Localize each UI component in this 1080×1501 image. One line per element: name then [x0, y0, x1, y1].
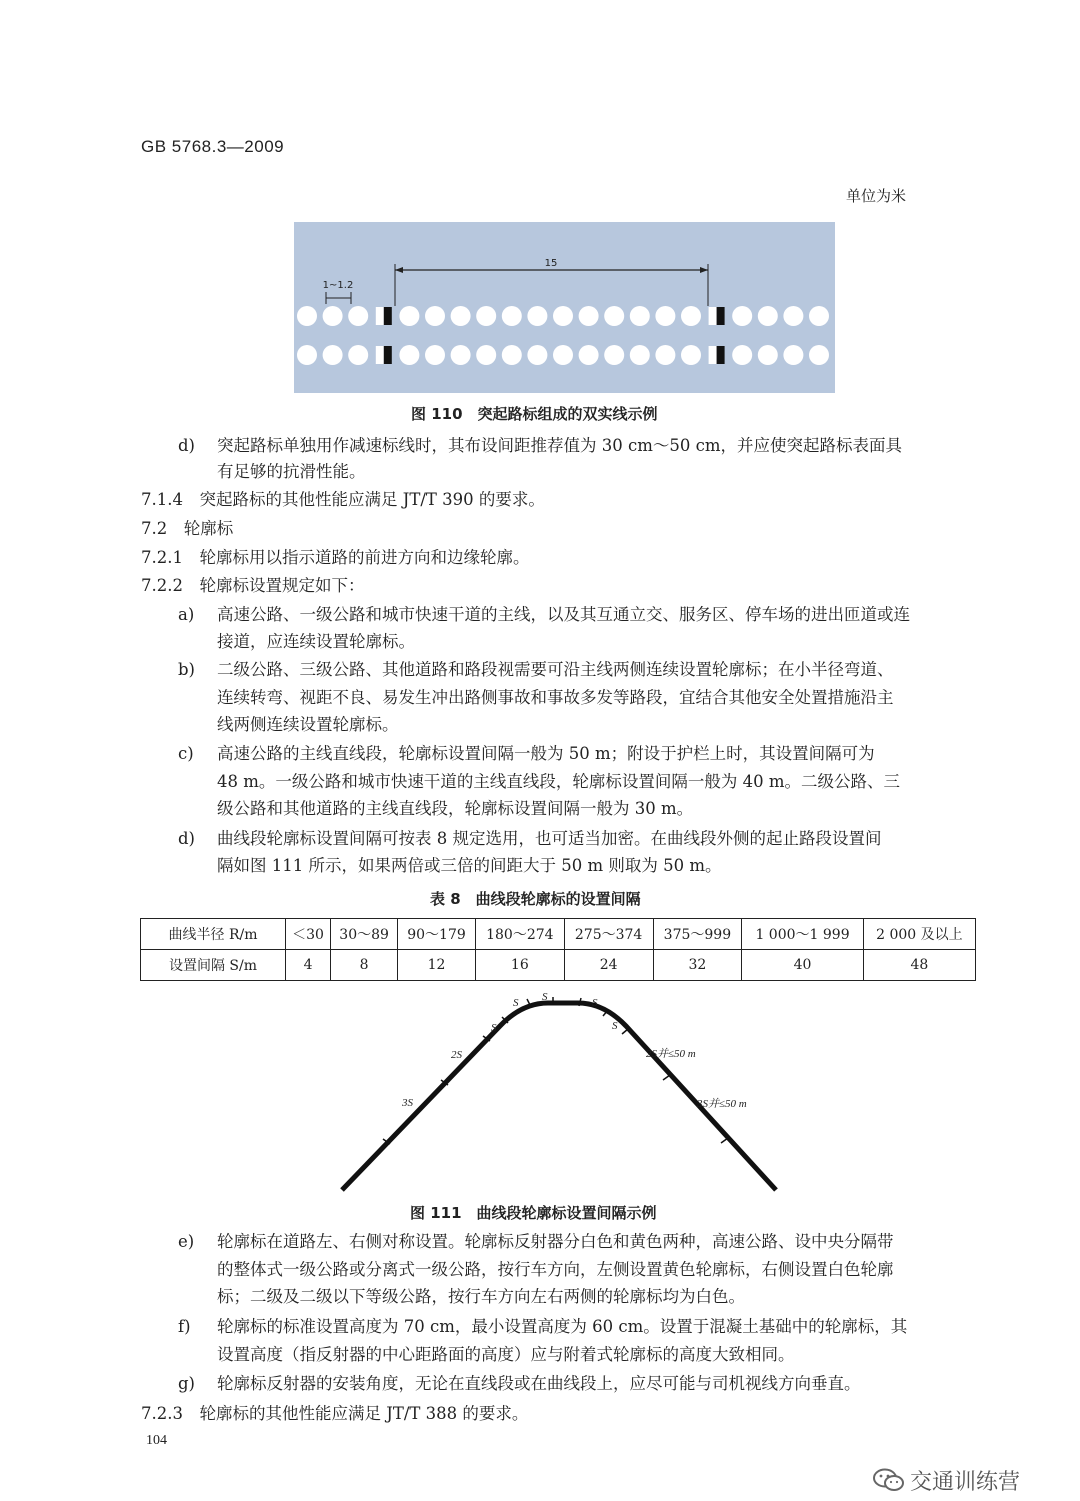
figure-110-caption: 图 110 突起路标组成的双实线示例 — [411, 405, 658, 423]
label-s-left1: S — [513, 997, 519, 1009]
unit-note: 单位为米 — [846, 187, 907, 205]
table-row — [141, 919, 976, 950]
figure-110-double-solid-line — [294, 222, 835, 393]
section-7-2-3: 7.2.3 轮廓标的其他性能应满足 JT/T 388 的要求。 — [141, 1404, 529, 1423]
item-d-line1: 突起路标单独用作减速标线时，其布设间距推荐值为 30 cm～50 cm，并应使突起路标表面具 — [217, 436, 902, 455]
reflector-black-part — [384, 307, 392, 325]
item-g-marker: g) — [178, 1374, 195, 1393]
table-cell: 40 — [742, 950, 864, 981]
wechat-icon — [872, 1468, 906, 1492]
item-f-line2: 设置高度（指反射器的中心距路面的高度）应与附着式轮廓标的高度大致相同。 — [217, 1345, 795, 1364]
raised-pavement-marker — [655, 345, 675, 365]
raised-pavement-marker — [476, 345, 496, 365]
raised-pavement-marker — [553, 345, 573, 365]
raised-pavement-marker — [451, 306, 471, 326]
section-7-1-4: 7.1.4 突起路标的其他性能应满足 JT/T 390 的要求。 — [141, 490, 545, 509]
raised-pavement-marker — [323, 345, 343, 365]
reflector-black-part — [717, 307, 725, 325]
delineator-ticks — [383, 997, 728, 1144]
raised-pavement-marker — [348, 345, 368, 365]
item-c-line3: 级公路和其他道路的主线直线段，轮廓标设置间隔一般为 30 m。 — [217, 799, 694, 818]
table-row — [141, 950, 976, 981]
item-b-line3: 线两侧连续设置轮廓标。 — [217, 715, 399, 734]
reflector-white-part — [709, 346, 717, 364]
item-d2-line2: 隔如图 111 所示，如果两倍或三倍的间距大于 50 m 则取为 50 m。 — [217, 856, 722, 875]
raised-pavement-marker — [809, 306, 829, 326]
item-d2-marker: d) — [178, 829, 195, 848]
item-e-line3: 标；二级及二级以下等级公路，按行车方向左右两侧的轮廓标均为白色。 — [217, 1287, 745, 1306]
raised-pavement-marker — [681, 345, 701, 365]
table-cell: 12 — [398, 950, 476, 981]
item-b-line1: 二级公路、三级公路、其他道路和路段视需要可沿主线两侧连续设置轮廓标；在小半径弯道、 — [217, 660, 894, 679]
raised-pavement-marker — [783, 306, 803, 326]
raised-pavement-marker — [579, 345, 599, 365]
raised-pavement-marker — [425, 345, 445, 365]
item-c-line2: 48 m。一级公路和城市快速干道的主线直线段，轮廓标设置间隔一般为 40 m。二级公路、三 — [217, 772, 901, 791]
raised-pavement-marker — [655, 306, 675, 326]
raised-pavement-marker — [476, 306, 496, 326]
table-cell: 1 000～1 999 — [742, 919, 864, 950]
item-d2-line1: 曲线段轮廓标设置间隔可按表 8 规定选用，也可适当加密。在曲线段外侧的起止路段设置间 — [217, 829, 882, 848]
figure-111-curve-diagram — [330, 988, 800, 1196]
page-number: 104 — [146, 1433, 167, 1448]
raised-pavement-marker — [425, 306, 445, 326]
table-8 — [140, 918, 976, 981]
raised-pavement-marker — [297, 306, 317, 326]
dimension-label-small: 1~1.2 — [322, 280, 354, 291]
raised-pavement-marker — [604, 345, 624, 365]
raised-marker-rows — [297, 306, 829, 365]
raised-pavement-marker — [399, 306, 419, 326]
label-2s-right: 2S并≤50 m — [646, 1048, 696, 1060]
dimension-arrow-left — [395, 267, 403, 273]
raised-pavement-marker — [630, 345, 650, 365]
label-s-right1: S — [592, 997, 598, 1009]
section-7-2-2: 7.2.2 轮廓标设置规定如下： — [141, 576, 365, 595]
raised-pavement-marker — [553, 306, 573, 326]
raised-pavement-marker — [527, 345, 547, 365]
raised-pavement-marker — [681, 306, 701, 326]
raised-pavement-marker — [758, 345, 778, 365]
table-cell: ＜30 — [286, 919, 331, 950]
reflector-black-part — [384, 346, 392, 364]
item-b-line2: 连续转弯、视距不良、易发生冲出路侧事故和事故多发等路段，宜结合其他安全处置措施沿主 — [217, 688, 894, 707]
label-3s-right: 3S并≤50 m — [697, 1098, 747, 1110]
table-cell: 48 — [863, 950, 975, 981]
item-a-line2: 接道，应连续设置轮廓标。 — [217, 632, 415, 651]
reflector-white-part — [376, 307, 384, 325]
item-f-line1: 轮廓标的标准设置高度为 70 cm，最小设置高度为 60 cm。设置于混凝土基础中的轮廓标，其 — [217, 1317, 908, 1336]
row-header-radius: 曲线半径 R/m — [141, 919, 286, 950]
raised-pavement-marker — [630, 306, 650, 326]
item-b-marker: b) — [178, 660, 195, 679]
table-cell: 180～274 — [475, 919, 564, 950]
raised-pavement-marker — [758, 306, 778, 326]
section-7-2-heading: 7.2 轮廓标 — [141, 519, 234, 538]
raised-pavement-marker — [348, 306, 368, 326]
table-cell: 32 — [653, 950, 742, 981]
watermark-text: 交通训练营 — [910, 1470, 1021, 1495]
item-c-line1: 高速公路的主线直线段，轮廓标设置间隔一般为 50 m；附设于护栏上时，其设置间隔可为 — [217, 744, 875, 763]
raised-pavement-marker — [297, 345, 317, 365]
table-cell: 8 — [331, 950, 398, 981]
label-s-right2: S — [612, 1020, 618, 1032]
table-8-title: 表 8 曲线段轮廓标的设置间隔 — [430, 890, 641, 908]
item-a-line1: 高速公路、一级公路和城市快速干道的主线，以及其互通立交、服务区、停车场的进出匝道或连 — [217, 605, 910, 624]
item-f-marker: f) — [178, 1317, 191, 1336]
raised-pavement-marker — [604, 306, 624, 326]
label-s-top: S — [542, 991, 548, 1003]
section-7-2-1: 7.2.1 轮廓标用以指示道路的前进方向和边缘轮廓。 — [141, 548, 530, 567]
figure-110-drawing — [294, 222, 835, 393]
table-cell: 90～179 — [398, 919, 476, 950]
figure-111-labels — [401, 991, 747, 1110]
item-e-line1: 轮廓标在道路左、右侧对称设置。轮廓标反射器分白色和黄色两种，高速公路、设中央分隔带 — [217, 1232, 894, 1251]
reflector-black-part — [717, 346, 725, 364]
reflector-white-part — [376, 346, 384, 364]
row-header-spacing: 设置间隔 S/m — [141, 950, 286, 981]
table-cell: 30～89 — [331, 919, 398, 950]
raised-pavement-marker — [323, 306, 343, 326]
item-g-line1: 轮廓标反射器的安装角度，无论在直线段或在曲线段上，应尽可能与司机视线方向垂直。 — [217, 1374, 861, 1393]
item-a-marker: a) — [178, 605, 195, 624]
standard-code: GB 5768.3—2009 — [141, 137, 285, 156]
item-c-marker: c) — [178, 744, 194, 763]
figure-111-caption: 图 111 曲线段轮廓标设置间隔示例 — [410, 1204, 657, 1222]
table-cell: 2 000 及以上 — [863, 919, 975, 950]
raised-pavement-marker — [502, 306, 522, 326]
reflector-white-part — [709, 307, 717, 325]
raised-pavement-marker — [783, 345, 803, 365]
table-cell: 24 — [564, 950, 653, 981]
item-e-marker: e) — [178, 1232, 195, 1251]
table-cell: 16 — [475, 950, 564, 981]
label-s-left2: S — [491, 1022, 497, 1034]
label-3s-left: 3S — [402, 1097, 413, 1109]
raised-pavement-marker — [527, 306, 547, 326]
item-d-marker: d) — [178, 436, 195, 455]
table-cell: 4 — [286, 950, 331, 981]
raised-pavement-marker — [579, 306, 599, 326]
raised-pavement-marker — [502, 345, 522, 365]
table-cell: 275～374 — [564, 919, 653, 950]
raised-pavement-marker — [451, 345, 471, 365]
item-e-line2: 的整体式一级公路或分离式一级公路，按行车方向，左侧设置黄色轮廓标，右侧设置白色轮廓 — [217, 1260, 894, 1279]
raised-pavement-marker — [732, 306, 752, 326]
dimension-label-15: 15 — [544, 258, 558, 269]
raised-pavement-marker — [732, 345, 752, 365]
item-d-line2: 有足够的抗滑性能。 — [217, 462, 366, 481]
dimension-arrow-right — [700, 267, 708, 273]
raised-pavement-marker — [809, 345, 829, 365]
table-cell: 375～999 — [653, 919, 742, 950]
label-2s-left: 2S — [451, 1049, 462, 1061]
raised-pavement-marker — [399, 345, 419, 365]
